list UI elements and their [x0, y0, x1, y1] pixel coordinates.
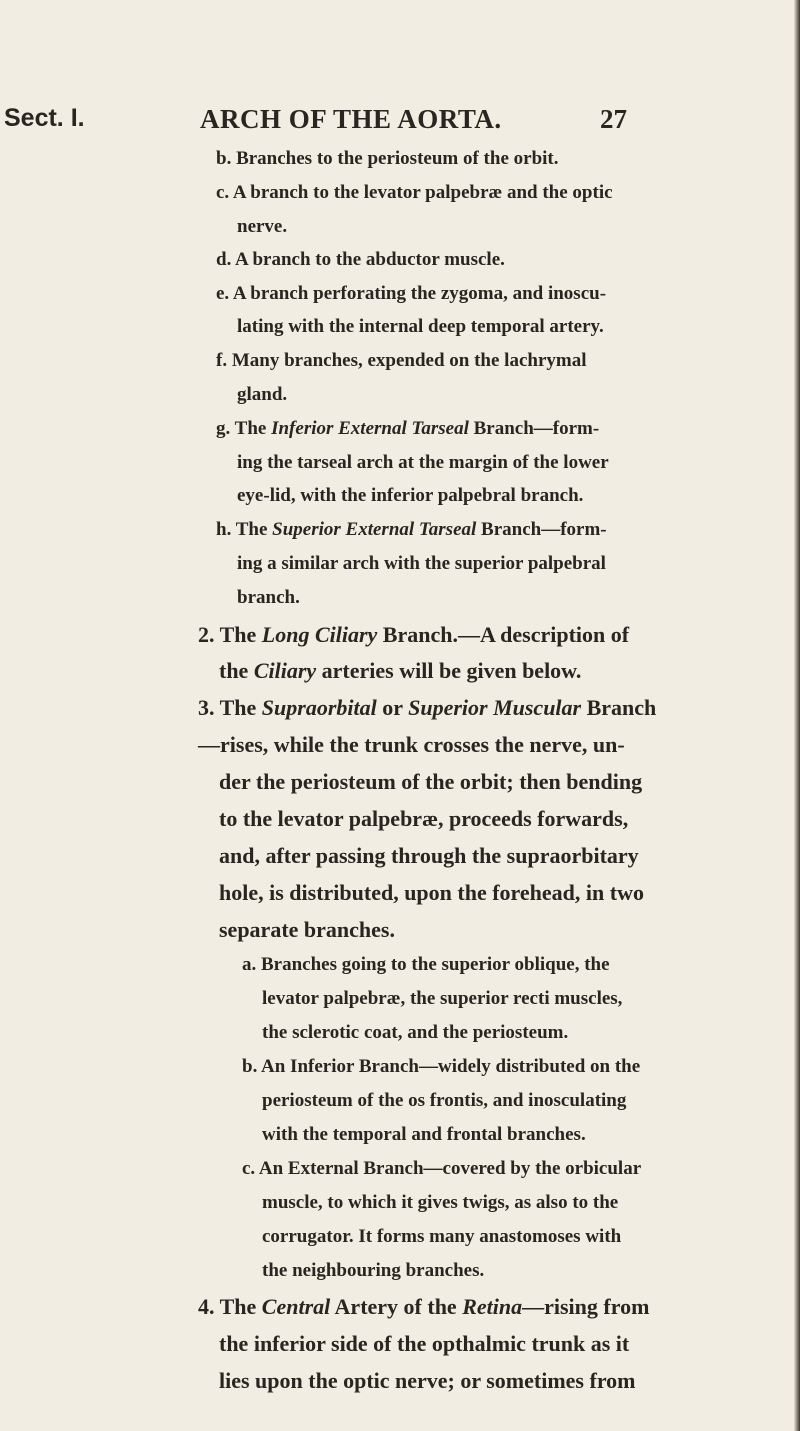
- text-line: der the periosteum of the orbit; then bending: [219, 769, 643, 794]
- text-line: periosteum of the os frontis, and inosculating: [262, 1090, 627, 1111]
- text-line: lating with the internal deep temporal artery.: [237, 316, 604, 337]
- section-label: Sect. I.: [4, 104, 85, 132]
- text-line: g. The Inferior External Tarseal Branch—form-: [216, 418, 600, 439]
- page-title: ARCH OF THE AORTA.: [200, 104, 502, 134]
- text-line: the inferior side of the opthalmic trunk as it: [219, 1331, 630, 1356]
- page-edge: [794, 0, 800, 1431]
- text-line: d. A branch to the abductor muscle.: [216, 249, 505, 270]
- text-line: 2. The Long Ciliary Branch.—A description of: [198, 622, 630, 647]
- text-line: separate branches.: [219, 917, 395, 942]
- text-line: c. A branch to the levator palpebræ and the optic: [216, 182, 613, 203]
- text-line: levator palpebræ, the superior recti muscles,: [262, 988, 623, 1009]
- text-line: ing the tarseal arch at the margin of the lower: [237, 452, 609, 473]
- text-line: the Ciliary arteries will be given below.: [219, 658, 582, 683]
- text-line: with the temporal and frontal branches.: [262, 1124, 586, 1145]
- text-line: the sclerotic coat, and the periosteum.: [262, 1022, 569, 1043]
- text-line: hole, is distributed, upon the forehead, in two: [219, 880, 644, 905]
- text-line: 3. The Supraorbital or Superior Muscular Branch: [198, 695, 657, 720]
- text-line: c. An External Branch—covered by the orbicular: [242, 1158, 642, 1179]
- text-line: ing a similar arch with the superior palpebral: [237, 553, 606, 574]
- text-line: and, after passing through the supraorbitary: [219, 843, 639, 868]
- text-line: —rises, while the trunk crosses the nerve, un-: [198, 732, 625, 757]
- text-line: h. The Superior External Tarseal Branch—form-: [216, 519, 607, 540]
- text-line: eye-lid, with the inferior palpebral branch.: [237, 485, 584, 506]
- text-line: b. Branches to the periosteum of the orbit.: [216, 148, 559, 169]
- text-line: muscle, to which it gives twigs, as also to the: [262, 1192, 619, 1213]
- text-line: corrugator. It forms many anastomoses with: [262, 1226, 622, 1247]
- text-line: f. Many branches, expended on the lachrymal: [216, 350, 587, 371]
- running-header: [0, 104, 800, 144]
- page-number: 27: [600, 104, 627, 134]
- text-line: a. Branches going to the superior oblique, the: [242, 954, 610, 975]
- text-line: gland.: [237, 384, 288, 405]
- text-line: to the levator palpebræ, proceeds forwards,: [219, 806, 629, 831]
- text-line: 4. The Central Artery of the Retina—rising from: [198, 1294, 650, 1319]
- text-line: branch.: [237, 587, 300, 608]
- text-line: the neighbouring branches.: [262, 1260, 485, 1281]
- text-line: b. An Inferior Branch—widely distributed on the: [242, 1056, 641, 1077]
- text-line: nerve.: [237, 216, 288, 237]
- text-line: lies upon the optic nerve; or sometimes from: [219, 1368, 636, 1393]
- text-line: e. A branch perforating the zygoma, and inoscu-: [216, 283, 607, 304]
